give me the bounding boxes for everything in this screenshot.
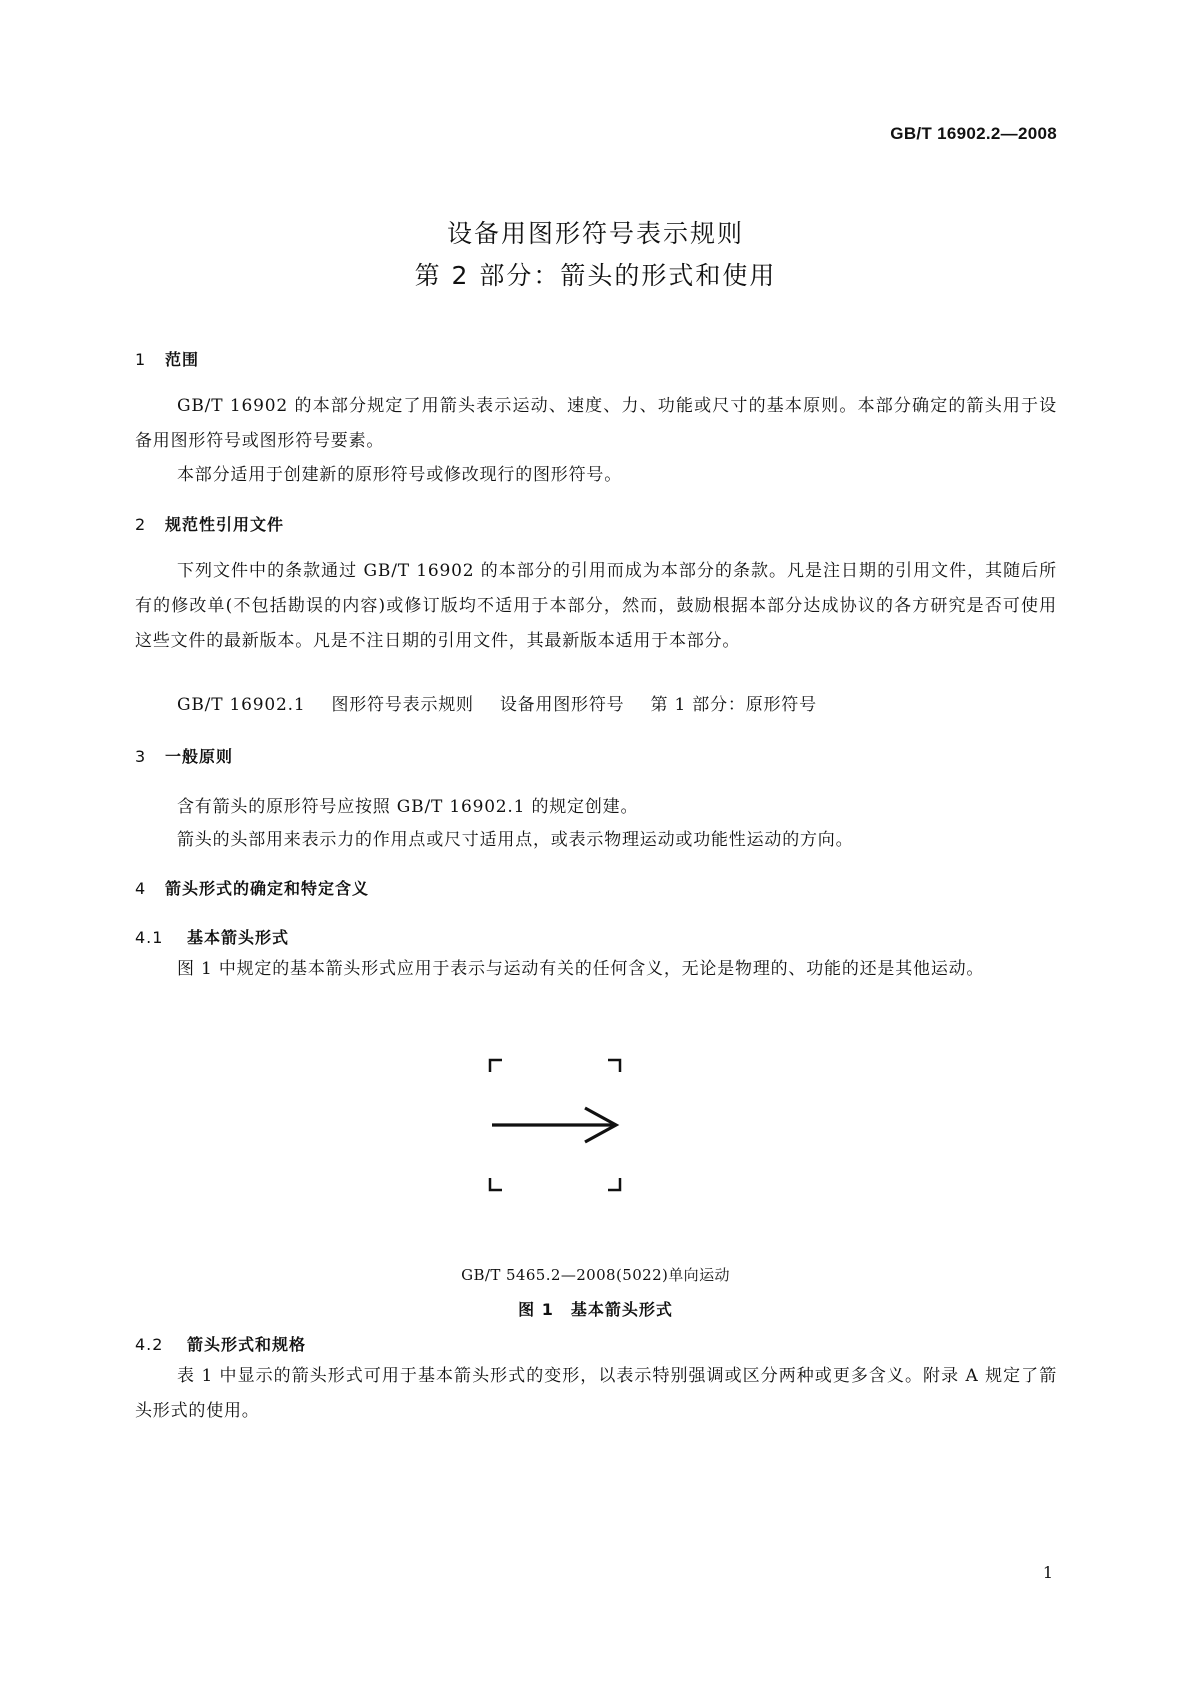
corner-mark-bottom-right	[608, 1178, 620, 1190]
section-3-para-1: 含有箭头的原形符号应按照 GB/T 16902.1 的规定创建。	[177, 797, 639, 817]
corner-mark-bottom-left	[490, 1178, 502, 1190]
right-arrow-icon	[492, 1108, 616, 1142]
corner-mark-top-right	[608, 1060, 620, 1072]
section-number: 4	[135, 879, 147, 898]
section-title: 规范性引用文件	[165, 515, 285, 534]
page-title-line2: 第 2 部分：箭头的形式和使用	[414, 261, 777, 290]
section-4-heading	[135, 876, 369, 899]
section-title: 范围	[165, 350, 200, 369]
section-2-para-1: 下列文件中的条款通过 GB/T 16902 的本部分的引用而成为本部分的条款。凡是注日期的引用文件，其随后所有的修改单(不包括勘误的内容)或修订版均不适用于本部分，然而，鼓励根据本部分达成协议的各方研究是否可使用这些文件的最新版本。凡是不注日期的引用文件，其最新版本适用于本部分。	[135, 561, 1057, 651]
section-4-2-para-1: 表 1 中显示的箭头形式可用于基本箭头形式的变形，以表示特别强调或区分两种或更多含义。附录 A 规定了箭头形式的使用。	[135, 1366, 1057, 1421]
section-1-para-2: 本部分适用于创建新的原形符号或修改现行的图形符号。	[177, 465, 622, 485]
section-number: 4.2	[135, 1335, 164, 1354]
corner-mark-top-left	[490, 1060, 502, 1072]
section-number: 3	[135, 747, 147, 766]
section-title: 一般原则	[165, 747, 234, 766]
section-title: 基本箭头形式	[187, 928, 290, 947]
section-number: 1	[135, 350, 147, 369]
page-number: 1	[1042, 1563, 1053, 1582]
reference-title-c: 第 1 部分：原形符号	[650, 695, 817, 715]
section-number: 4.1	[135, 928, 164, 947]
section-4-1-heading	[135, 925, 289, 948]
section-number: 2	[135, 515, 147, 534]
standard-code: GB/T 16902.2—2008	[890, 124, 1057, 143]
normative-reference	[177, 690, 843, 715]
section-2-heading	[135, 512, 284, 535]
section-3-heading	[135, 744, 233, 767]
page-title-line1: 设备用图形符号表示规则	[446, 219, 744, 248]
section-4-1-para-1: 图 1 中规定的基本箭头形式应用于表示与运动有关的任何含义，无论是物理的、功能的还是其他运动。	[177, 959, 985, 979]
figure-1-subcaption: GB/T 5465.2—2008(5022)单向运动	[461, 1266, 730, 1284]
section-title: 箭头形式的确定和特定含义	[165, 879, 370, 898]
section-4-2-heading	[135, 1332, 306, 1355]
reference-code: GB/T 16902.1	[177, 695, 306, 715]
section-1-para-1: GB/T 16902 的本部分规定了用箭头表示运动、速度、力、功能或尺寸的基本原则。本部分确定的箭头用于设备用图形符号或图形符号要素。	[135, 396, 1057, 451]
reference-title-b: 设备用图形符号	[499, 695, 625, 715]
figure-1-caption: 图 1 基本箭头形式	[518, 1300, 673, 1319]
section-3-para-2: 箭头的头部用来表示力的作用点或尺寸适用点，或表示物理运动或功能性运动的方向。	[177, 830, 854, 850]
section-title: 箭头形式和规格	[187, 1335, 307, 1354]
figure-1	[480, 1050, 630, 1200]
section-1-heading	[135, 347, 199, 370]
reference-title-a: 图形符号表示规则	[331, 695, 474, 715]
